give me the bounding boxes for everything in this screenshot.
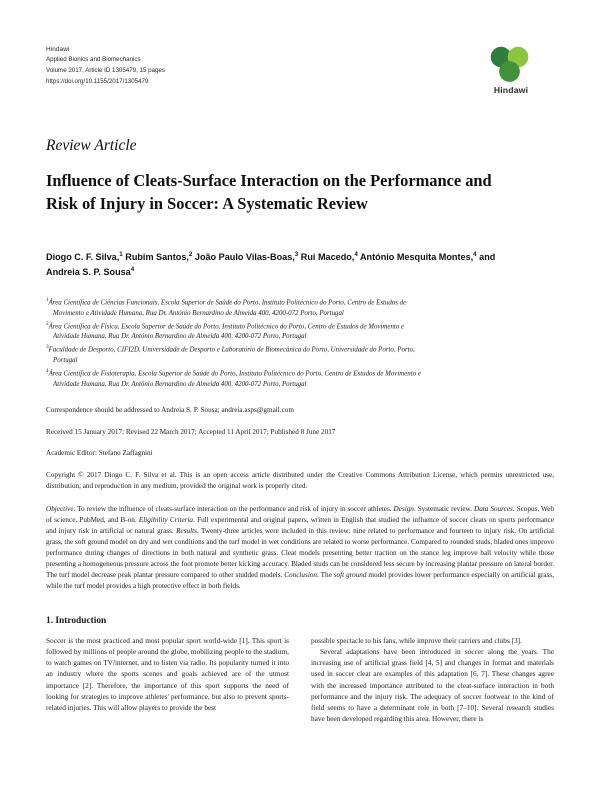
doi-link[interactable]: https://doi.org/10.1155/2017/1305479 [46,77,149,85]
body-column-left [46,635,289,725]
publisher-name: Hindawi [46,46,70,53]
article-type: Review Article [46,137,137,154]
hindawi-logo-text: Hindawi [493,85,529,95]
volume-info: Volume 2017, Article ID 1305479, 15 pages [46,67,166,75]
abstract: Objective. To review the influence of cleats-surface interaction on the performance and risk of injury in soccer athletes. Design. Systematic review. Data Sources. Scopus, Web of science, PubMed, and B-on. Eligibility Criteria. Full experimental and original papers, written in English that studied the influence of soccer cleats on sports performance and injury risk in artificial or natural grass. Results. Twenty-three articles were included in this review: nine related to performance and fourteen to injury risk. On artificial grass, the soft ground model on dry and wet conditions and the turf model in wet conditions are related to worse performance. Compared to rounded studs, bladed ones improve performance during changes of directions in both natural and synthetic grass. Cleat models presenting better traction on the stance leg improve ball velocity while those presenting a homogeneous pressure across the foot promote better kicking accuracy. Bladed studs can be considered less secure by increasing plantar pressure on lateral border. The turf model decrease peak plantar pressure compared to other studded models. Conclusion. The soft ground model provides lower performance especially on artificial grass, while the turf model provides a high protective effect in both fields. [46,505,554,590]
section-heading-introduction: 1. Introduction [46,615,107,626]
page-title: Influence of Cleats-Surface Interaction on the Performance and Risk of Injury in Soccer: A Systematic Review [46,171,492,214]
author-list: Diogo C. F. Silva,$^1$ Rubim Santos,$^2$ João Paulo Vilas-Boas,$^3$ Rui Macedo,$^4$ António Mesquita Montes,$^4$ and Andreia S. P. Sousa$^4$ [46,250,496,278]
paragraph: possible spectacle to his fans, while improve their carriers and clubs [3]. [311,635,522,645]
academic-editor: Academic Editor: Stefano Zaffagnini [46,449,153,458]
correspondence: Correspondence should be addressed to Andreia S. P. Sousa; andreia.asps@gmail.com [46,405,294,414]
publication-dates: Received 15 January 2017; Revised 22 March 2017; Accepted 11 April 2017; Published 8 June 2017 [46,428,336,437]
masthead [46,44,554,95]
body-columns [46,635,554,725]
affiliation-item: $^2$Área Científica de Física, Escola Superior de Saúde do Porto, Instituto Politécnico do Porto, Centro de Estudos de Movimento e Atividade Humana, Rua Dr. António Bernardino de Almeida 400, 4200-072 Porto, Portugal [46,320,405,341]
hindawi-logo-icon [485,46,537,82]
journal-metadata [46,44,165,88]
affiliation-list [46,297,554,391]
journal-name: Applied Bionics and Biomechanics [46,56,141,64]
affiliation-item: $^4$Área Científica de Fisioterapia, Escola Superior de Saúde do Porto, Instituto Politécnico do Porto, Centro de Estudos de Movimento e Atividade Humana, Rua Dr. António Bernardino de Almeida 400, 4200-072 Porto, Portugal [46,368,421,389]
affiliation-item: $^3$Faculdade de Desporto, CIFI2D, Universidade de Desporto e Laboratório de Biomecânica do Porto, Universidade do Porto, Porto, Portugal [46,344,415,365]
body-column-right [311,635,554,725]
affiliation-item: $^1$Área Científica de Ciências Funcionais, Escola Superior de Saúde do Porto, Instituto Politécnico do Porto, Centro de Estudos de Movimento e Atividade Humana, Rua Dr. António Bernardino de Almeida 400, 4200-072 Porto, Portugal [46,296,407,317]
hindawi-logo [468,44,554,95]
paragraph: Soccer is the most practiced and most popular sport world-wide [1]. This sport is followed by millions of people around the globe, mobilizing people to the stadium, to watch games on TV/internet, and to listen via radio. Its popularity turned it into an industry where the sports scenes and goals achieved are of the utmost importance [2]. Therefore, the importance of this sport supports the need of looking for strategies to improve athletes' performance, but also to prevent sports-related injuries. This will allow players to provide the best [46,635,289,713]
paragraph: Several adaptations have been introduced in soccer along the years. The increasing use of artificial grass field [4, 5] and changes in format and materials used in soccer cleat are examples of this adaptation [6, 7]. These changes agree with the increased importance attributed to the cleat-surface interaction in both performance and the injury risk. The adequacy of soccer footwear to the kind of field seems to have a determinant role in both [7–10]. Several research studies have been developed regarding this area. However, there is [311,646,554,724]
copyright-notice: Copyright © 2017 Diogo C. F. Silva et al. This is an open access article distributed under the Creative Commons Attribution License, which permits unrestricted use, distribution, and reproduction in any medium, provided the original work is properly cited. [46,471,554,491]
